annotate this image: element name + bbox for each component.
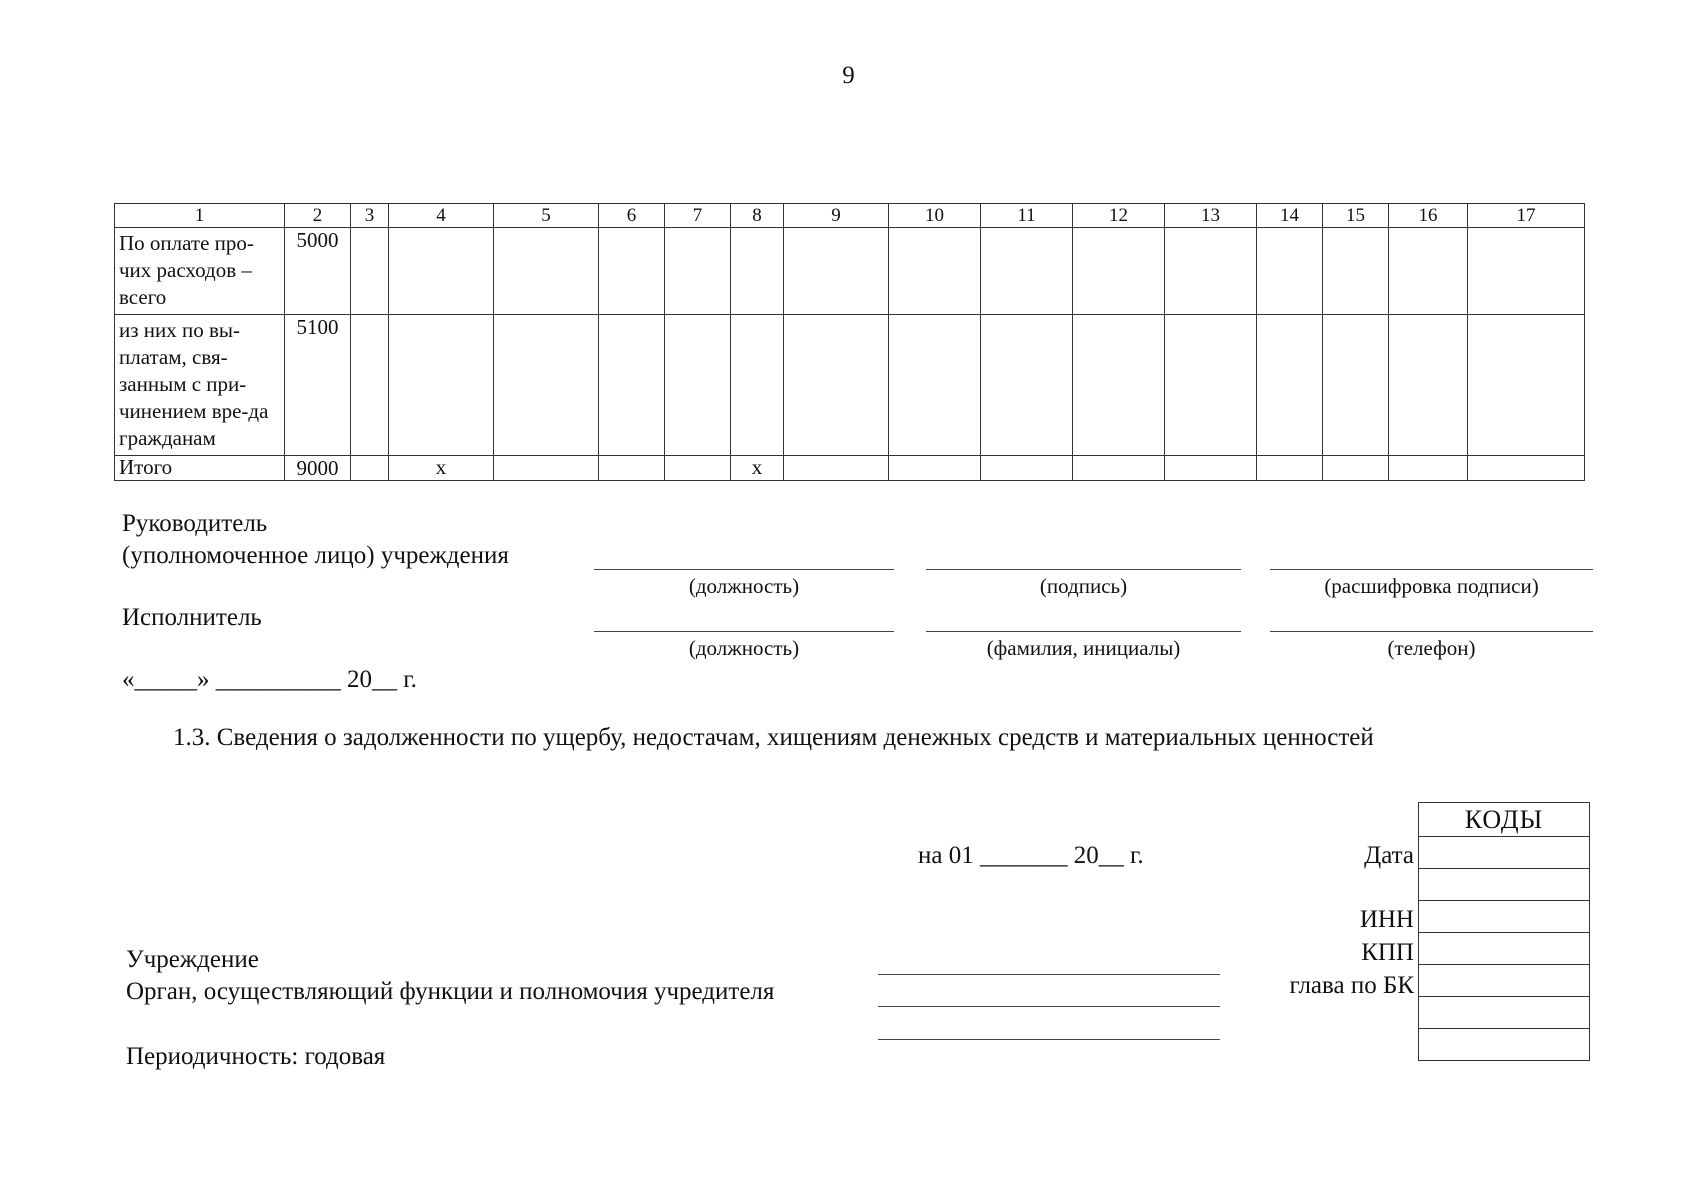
table-cell [1323, 456, 1389, 481]
table-cell [784, 456, 889, 481]
report-table [114, 203, 1585, 481]
table-cell [889, 228, 981, 315]
table-row [115, 228, 1585, 315]
executor-phone-line[interactable] [1270, 631, 1593, 632]
head-decoding-line[interactable] [1270, 569, 1593, 570]
table-cell [1257, 228, 1323, 315]
table-cell [494, 456, 599, 481]
table-cell [1389, 456, 1468, 481]
table-cell [351, 228, 389, 315]
table-cell [1165, 315, 1257, 456]
table-cell [599, 315, 665, 456]
table-cell [665, 228, 731, 315]
table-cell [389, 315, 494, 456]
code-inn-cell[interactable] [1419, 901, 1589, 933]
column-number: 11 [981, 204, 1073, 228]
kpp-label: КПП [1361, 939, 1414, 966]
table-cell [599, 456, 665, 481]
institution-label: Учреждение [126, 946, 259, 973]
table-cell [494, 228, 599, 315]
table-cell [351, 315, 389, 456]
bk-label: глава по БК [1289, 972, 1414, 999]
inn-label: ИНН [1359, 906, 1414, 933]
table-cell [389, 228, 494, 315]
institution-line[interactable] [878, 974, 1220, 975]
table-cell [1165, 228, 1257, 315]
date-line: «_____» __________ 20__ г. [122, 666, 417, 693]
table-cell [1257, 456, 1323, 481]
executor-name-caption: (фамилия, инициалы) [986, 636, 1181, 660]
table-cell [494, 315, 599, 456]
table-cell [981, 456, 1073, 481]
column-number: 3 [351, 204, 389, 228]
table-cell [1073, 315, 1165, 456]
table-cell [1323, 228, 1389, 315]
column-number: 8 [731, 204, 784, 228]
column-number: 7 [665, 204, 731, 228]
head-label: Руководитель [122, 510, 268, 537]
column-number: 1 [115, 204, 285, 228]
table-cell: x [731, 456, 784, 481]
table-cell [1389, 228, 1468, 315]
head-position-line[interactable] [594, 569, 894, 570]
table-cell [665, 456, 731, 481]
column-number: 13 [1165, 204, 1257, 228]
row-label: из них по вы-платам, свя-занным с при-чинением вре-да гражданам [115, 315, 285, 456]
column-number: 2 [285, 204, 351, 228]
head-sublabel: (уполномоченное лицо) учреждения [122, 542, 509, 569]
table-cell [784, 315, 889, 456]
executor-position-line[interactable] [594, 631, 894, 632]
head-position-caption: (должность) [688, 574, 800, 598]
extra-line[interactable] [878, 1039, 1220, 1040]
table-cell [1165, 456, 1257, 481]
codes-header: КОДЫ [1419, 803, 1589, 837]
column-number: 4 [389, 204, 494, 228]
column-number: 17 [1468, 204, 1585, 228]
head-decoding-caption: (расшифровка подписи) [1324, 574, 1539, 598]
as-of-date: на 01 _______ 20__ г. [918, 842, 1144, 869]
periodicity: Периодичность: годовая [126, 1043, 386, 1070]
executor-name-line[interactable] [926, 631, 1241, 632]
executor-label: Исполнитель [122, 604, 262, 631]
column-number: 14 [1257, 204, 1323, 228]
row-code: 5100 [285, 315, 351, 456]
column-number: 12 [1073, 204, 1165, 228]
table-cell [1257, 315, 1323, 456]
table-cell [665, 315, 731, 456]
row-code: 5000 [285, 228, 351, 315]
table-cell [981, 315, 1073, 456]
head-signature-line[interactable] [926, 569, 1241, 570]
row-code: 9000 [285, 456, 351, 481]
column-number: 16 [1389, 204, 1468, 228]
table-cell [1468, 315, 1585, 456]
table-cell [784, 228, 889, 315]
table-cell [1073, 456, 1165, 481]
code-empty-cell[interactable] [1419, 869, 1589, 901]
code-empty-cell[interactable] [1419, 1029, 1589, 1061]
table-cell [351, 456, 389, 481]
code-kpp-cell[interactable] [1419, 933, 1589, 965]
column-number: 10 [889, 204, 981, 228]
table-cell [981, 228, 1073, 315]
table-cell [599, 228, 665, 315]
table-cell [1468, 228, 1585, 315]
table-cell [889, 456, 981, 481]
table-cell [731, 228, 784, 315]
table-cell [889, 315, 981, 456]
founder-line[interactable] [878, 1006, 1220, 1007]
head-signature-caption: (подпись) [1039, 574, 1128, 598]
table-cell: x [389, 456, 494, 481]
column-number: 6 [599, 204, 665, 228]
row-label: По оплате про-чих расходов – всего [115, 228, 285, 315]
code-date-cell[interactable] [1419, 837, 1589, 869]
executor-phone-caption: (телефон) [1387, 636, 1476, 660]
code-bk-cell[interactable] [1419, 965, 1589, 997]
date-code-label: Дата [1364, 842, 1414, 869]
row-label: Итого [115, 456, 285, 481]
section-title: 1.3. Сведения о задолженности по ущербу, недостачам, хищениям денежных средств и материальных ценностей [173, 724, 1374, 751]
table-cell [1468, 456, 1585, 481]
table-cell [731, 315, 784, 456]
executor-position-caption: (должность) [688, 636, 800, 660]
table-row-total [115, 456, 1585, 481]
column-number: 15 [1323, 204, 1389, 228]
code-empty-cell[interactable] [1419, 997, 1589, 1029]
column-number-row [115, 204, 1585, 228]
column-number: 9 [784, 204, 889, 228]
page-number: 9 [842, 62, 855, 89]
table-cell [1073, 228, 1165, 315]
table-cell [1323, 315, 1389, 456]
founder-label: Орган, осуществляющий функции и полномочия учредителя [126, 978, 775, 1005]
column-number: 5 [494, 204, 599, 228]
codes-box [1418, 802, 1590, 1061]
table-row [115, 315, 1585, 456]
table-cell [1389, 315, 1468, 456]
